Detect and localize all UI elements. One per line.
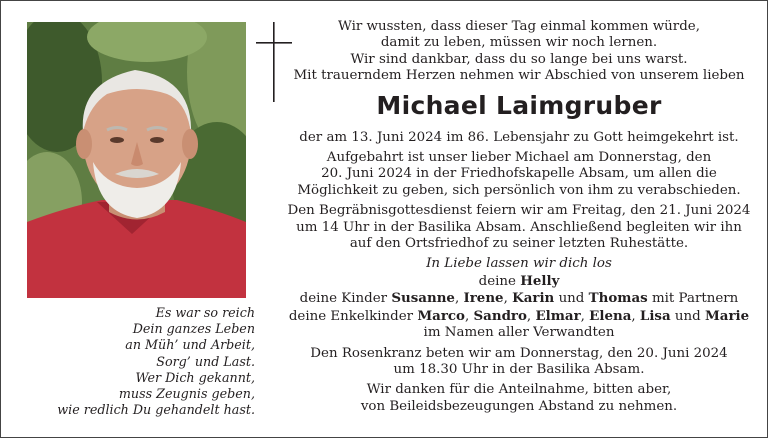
funeral-line: Den Begräbnisgottesdienst feiern wir am Freitag, den 21. Juni 2024 <box>287 203 751 219</box>
poem-line: Dein ganzes Leben <box>132 321 255 337</box>
intro-line: Mit trauerndem Herzen nehmen wir Abschied von unserem lieben <box>293 68 745 84</box>
partner-line <box>281 273 757 290</box>
poem-line: Sorg’ und Last. <box>156 353 255 369</box>
grandchild-name: Marco <box>417 307 465 324</box>
grandchildren-line: deine Enkelkinder Marco, Sandro, Elmar, Elena, Lisa und Marie <box>288 307 750 324</box>
thanks-line: von Beileidsbezeugungen Abstand zu nehmen. <box>360 398 678 414</box>
obituary-text <box>281 19 757 415</box>
child-name: Thomas <box>588 290 648 307</box>
poem-line: Es war so reich <box>155 305 255 320</box>
conjunction: und <box>674 308 701 324</box>
portrait-image <box>27 22 246 298</box>
memorial-poem <box>19 305 255 418</box>
viewing-line: Aufgebahrt ist unser lieber Michael am Donnerstag, den <box>326 150 712 166</box>
relatives-line: im Namen aller Verwandten <box>423 325 615 341</box>
portrait-photo <box>27 22 246 298</box>
grandchild-name: Lisa <box>639 307 671 324</box>
thanks-line: Wir danken für die Anteilnahme, bitten aber, <box>366 382 672 398</box>
children-prefix: deine Kinder <box>299 291 388 307</box>
deceased-name: Michael Laimgruber <box>376 90 662 120</box>
poem-line: Wer Dich gekannt, <box>135 369 255 385</box>
partner-prefix: deine <box>478 273 516 289</box>
intro-line: damit zu leben, müssen wir noch lernen. <box>380 35 658 51</box>
rosary-line: um 18.30 Uhr in der Basilika Absam. <box>393 361 645 377</box>
conjunction: und <box>558 291 585 307</box>
viewing-line: Möglichkeit zu geben, sich persönlich von ihm zu verabschieden. <box>297 182 741 198</box>
farewell-line: In Liebe lassen wir dich los <box>426 256 612 272</box>
child-name: Irene <box>463 290 504 307</box>
children-line: deine Kinder Susanne, Irene, Karin und Thomas mit Partnern <box>299 290 739 307</box>
funeral-line: um 14 Uhr in der Basilika Absam. Anschließend begleiten wir ihn <box>296 219 742 235</box>
child-name: Susanne <box>391 290 455 307</box>
partner-name: Helly <box>520 272 560 289</box>
grandchild-name: Elena <box>589 307 632 324</box>
grandchild-name: Marie <box>704 307 750 324</box>
poem-line: muss Zeugnis geben, <box>118 386 255 402</box>
poem-line: an Müh’ und Arbeit, <box>125 337 255 353</box>
intro-line: Wir wussten, dass dieser Tag einmal kommen würde, <box>338 19 700 34</box>
child-name: Karin <box>512 290 555 307</box>
intro-line: Wir sind dankbar, dass du so lange bei uns warst. <box>350 51 688 67</box>
grandchild-name: Elmar <box>535 307 581 324</box>
funeral-line: auf den Ortsfriedhof zu seiner letzten Ruhestätte. <box>349 236 689 252</box>
death-line: der am 13. Juni 2024 im 86. Lebensjahr zu Gott heimgekehrt ist. <box>299 129 739 145</box>
children-suffix: mit Partnern <box>651 291 739 307</box>
rosary-line: Den Rosenkranz beten wir am Donnerstag, den 20. Juni 2024 <box>310 345 728 361</box>
viewing-line: 20. Juni 2024 in der Friedhofskapelle Absam, um allen die <box>321 166 717 182</box>
grandchild-name: Sandro <box>473 307 527 324</box>
poem-line: wie redlich Du gehandelt hast. <box>57 402 255 418</box>
grandchildren-prefix: deine Enkelkinder <box>288 308 414 324</box>
